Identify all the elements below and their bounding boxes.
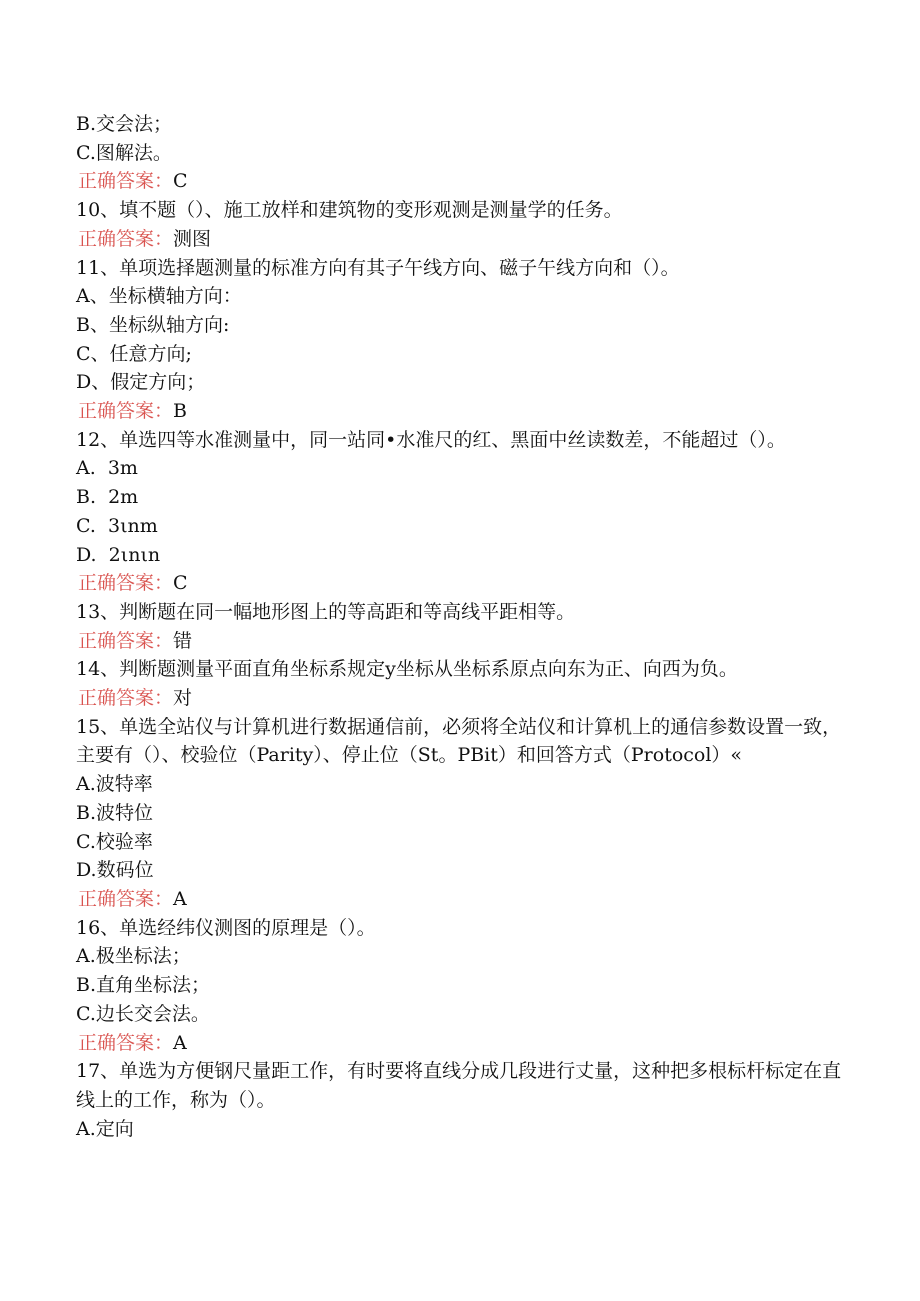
answer-value: A	[173, 1031, 187, 1054]
option-text: B. 2m	[76, 486, 139, 509]
answer-label: 正确答案：	[78, 170, 174, 193]
answer-line	[78, 885, 846, 914]
option-text: C. 3ιnm	[76, 514, 158, 537]
option-text: A. 3m	[76, 457, 138, 480]
option-text: D.数码位	[76, 859, 154, 882]
answer-label: 正确答案：	[78, 1031, 174, 1054]
option-text: A.定向	[76, 1117, 134, 1140]
answer-label: 正确答案：	[78, 687, 174, 710]
answer-line	[78, 397, 846, 426]
answer-label: 正确答案：	[78, 887, 174, 910]
question-text: 16、单选经纬仪测图的原理是（）。	[76, 916, 376, 939]
option-text: B、坐标纵轴方向:	[76, 313, 230, 336]
option-text: A、坐标横轴方向：	[76, 285, 242, 308]
answer-line	[78, 684, 846, 713]
option-text: C.边长交会法。	[76, 1002, 210, 1025]
answer-value: A	[173, 887, 187, 910]
document-page	[76, 110, 846, 1143]
answer-value: C	[173, 170, 188, 193]
answer-line	[78, 167, 846, 196]
question-text: 12、单选四等水准测量中，同一站同•水准尺的红、黑面中丝读数差，不能超过（）。	[76, 428, 786, 451]
question-text: 11、单项选择题测量的标准方向有其子午线方向、磁子午线方向和（）。	[76, 256, 680, 279]
answer-value: 测图	[173, 227, 212, 250]
answer-label: 正确答案：	[78, 400, 174, 423]
answer-value: 对	[173, 687, 193, 710]
answer-value: 错	[173, 629, 193, 652]
question-text: 10、填不题（）、施工放样和建筑物的变形观测是测量学的任务。	[76, 199, 623, 222]
answer-line	[78, 627, 846, 656]
option-text: B.交会法；	[76, 113, 173, 135]
answer-label: 正确答案：	[78, 227, 174, 250]
answer-line	[78, 569, 846, 598]
option-text: D. 2ιnιn	[76, 543, 161, 566]
option-text: A.波特率	[76, 773, 153, 796]
question-text: 13、判断题在同一幅地形图上的等高距和等高线平距相等。	[76, 600, 576, 623]
answer-value: B	[173, 400, 187, 423]
option-text: C.校验率	[76, 830, 153, 853]
option-text: C.图解法。	[76, 141, 172, 164]
option-text: A.极坐标法；	[76, 945, 191, 968]
option-text: C、任意方向;	[76, 342, 192, 365]
answer-line	[78, 225, 846, 254]
answer-line	[78, 1029, 846, 1058]
option-text: B.直角坐标法；	[76, 974, 211, 997]
question-text: 15、单选全站仪与计算机进行数据通信前，必须将全站仪和计算机上的通信参数设置一致，主要有（）、校验位（Parity）、停止位（St。PBit）和回答方式（Protocol）«	[76, 715, 842, 767]
answer-value: C	[173, 572, 188, 595]
question-text: 17、单选为方便钢尺量距工作，有时要将直线分成几段进行丈量，这种把多根标杆标定在直线上的工作，称为（）。	[76, 1060, 842, 1111]
question-text: 14、判断题测量平面直角坐标系规定y坐标从坐标系原点向东为正、向西为负。	[76, 658, 738, 681]
answer-label: 正确答案：	[78, 572, 174, 595]
answer-label: 正确答案：	[78, 629, 174, 652]
option-text: D、假定方向；	[76, 371, 206, 394]
option-text: B.波特位	[76, 801, 154, 824]
